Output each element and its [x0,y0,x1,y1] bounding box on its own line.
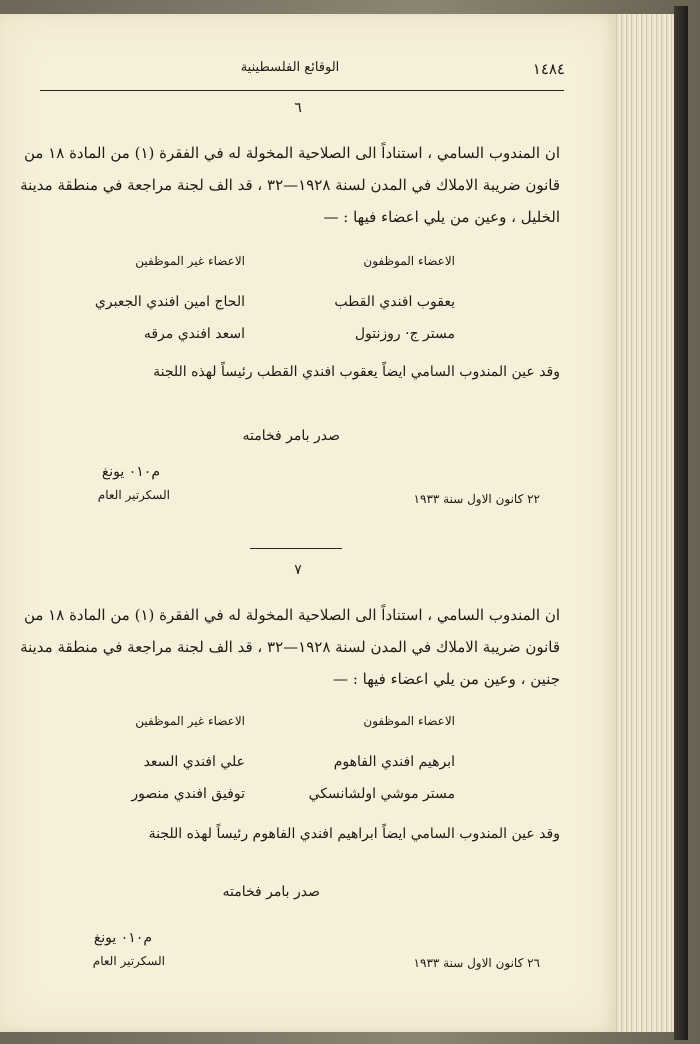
nonofficial-members-heading: الاعضاء غير الموظفين [135,714,245,728]
section-divider [250,548,342,549]
section-number: ٧ [294,562,302,578]
nonofficial-member: توفيق افندي منصور [131,786,245,802]
seal-text: صدر بامر فخامته [222,884,320,900]
section-paragraph-line: ان المندوب السامي ، استناداً الى الصلاحية المخولة له في الفقرة (١) من المادة ١٨ من [23,606,560,624]
section-number: ٦ [294,100,302,116]
decree-date: ٢٦ كانون الاول سنة ١٩٣٣ [413,956,540,970]
section-paragraph-line: الخليل ، وعين من يلي اعضاء فيها : — [323,208,560,226]
section-paragraph-line: ان المندوب السامي ، استناداً الى الصلاحية المخولة له في الفقرة (١) من المادة ١٨ من [23,144,560,162]
gazette-page [0,14,616,1032]
signature-name: م٠١٠ يونغ [93,930,152,946]
signature-title: السكرتير العام [92,954,165,968]
section-paragraph-line: قانون ضريبة الاملاك في المدن لسنة ١٩٢٨—٣٢ ، قد الف لجنة مراجعة في منطقة مدينة [20,638,560,656]
chair-statement: وقد عين المندوب السامي ايضاً ابراهيم افندي الفاهوم رئيساً لهذه اللجنة [148,826,560,842]
official-member: يعقوب افندي القطب [334,294,455,310]
journal-title: الوقائع الفلسطينية [240,60,340,75]
section-paragraph-line: قانون ضريبة الاملاك في المدن لسنة ١٩٢٨—٣٢ ، قد الف لجنة مراجعة في منطقة مدينة [20,176,560,194]
signature-title: السكرتير العام [97,488,170,502]
section-paragraph-line: جنين ، وعين من يلي اعضاء فيها : — [333,670,560,688]
official-member: ابرهيم افندي الفاهوم [333,754,455,770]
official-member: مستر ج· روزنتول [354,326,455,342]
nonofficial-member: الحاج امين افندي الجعبري [94,294,245,310]
official-members-heading: الاعضاء الموظفون [363,714,455,728]
nonofficial-members-heading: الاعضاء غير الموظفين [135,254,245,268]
official-member: مستر موشي اولشانسكي [308,786,455,802]
nonofficial-member: علي افندي السعد [143,754,245,770]
decree-date: ٢٢ كانون الاول سنة ١٩٣٣ [413,492,540,506]
nonofficial-member: اسعد افندي مرقه [143,326,245,342]
page-stack-edges [614,14,674,1032]
chair-statement: وقد عين المندوب السامي ايضاً يعقوب افندي القطب رئيساً لهذه اللجنة [153,364,560,380]
seal-text: صدر بامر فخامته [242,428,340,444]
header-rule [40,90,564,91]
official-members-heading: الاعضاء الموظفون [363,254,455,268]
signature-name: م٠١٠ يونغ [101,464,160,480]
book-cover-edge [674,6,688,1040]
page-number: ١٤٨٤ [532,60,565,78]
